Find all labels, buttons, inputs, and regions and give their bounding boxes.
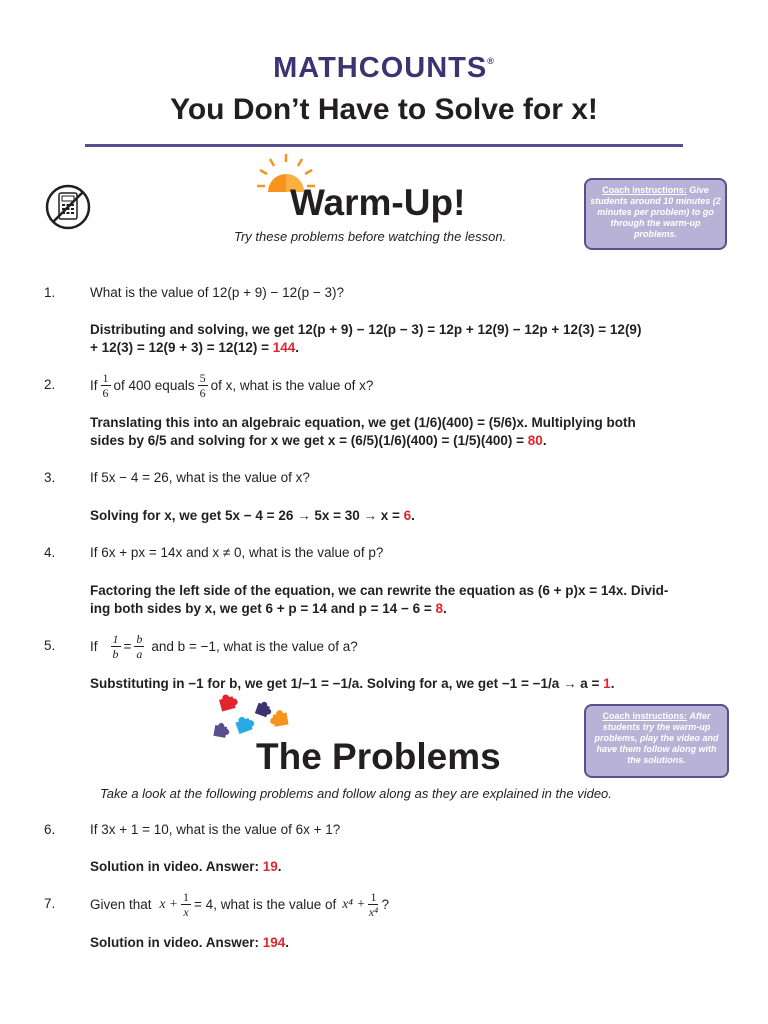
problem-solution: Distributing and solving, we get 12(p + 9) − 12(p − 3) = 12p + 12(9) − 12p + 12(3) = 12(9) + 12(3) = 12(9 + 3) = 12(12) = 144. [90, 322, 642, 355]
problem-number: 6. [44, 822, 56, 837]
fraction: $\frac{1}{\text{x⁴}}$ [368, 889, 379, 919]
answer-value: 6 [403, 508, 412, 523]
problem-question: If 5x − 4 = 26, what is the value of x? [90, 470, 310, 485]
warmup-subtitle: Try these problems before watching the lesson. [234, 229, 507, 244]
problem-question: If $\frac{1}{6}$ of 400 equals $\frac{5}{6}$ of x, what is the value of x? [90, 370, 374, 400]
problem-question: If 6x + px = 14x and x ≠ 0, what is the value of p? [90, 545, 384, 560]
fraction: $\frac{1}{b}$ [112, 631, 119, 661]
problem-number: 3. [44, 470, 56, 485]
problems-heading: The Problems [256, 736, 501, 777]
problem-solution: Solving for x, we get 5x − 4 = 26 → 5x = 30 → x = 6. [90, 508, 415, 523]
fraction: $\frac{5}{6}$ [199, 370, 206, 400]
problem-number: 2. [44, 377, 56, 392]
coach-instructions-warmup: Coach instructions: Give students around 10 minutes (2 minutes per problem) to go through the warm-up problems. [584, 178, 727, 250]
fraction: $\frac{1}{x}$ [183, 889, 190, 919]
problem-question: If $\frac{1}{b}$ = $\frac{b}{a}$ and b = −1, what is the value of a? [90, 631, 358, 661]
mathcounts-logo: MATHCOUNTS® [273, 52, 495, 84]
problem-solution: Solution in video. Answer: 194. [90, 935, 290, 950]
problem-solution: Factoring the left side of the equation, we can rewrite the equation as (6 + p)x = 14x. Divid- ing both sides by x, we get 6 + p = 14 and p = 14 − 6 = 8. [90, 583, 669, 616]
answer-value: 1 [603, 676, 611, 691]
problem-number: 1. [44, 285, 56, 300]
title-divider [85, 144, 683, 147]
coach-instructions-problems: Coach instructions: After students try the warm-up problems, play the video and have them follow along with the solutions. [584, 704, 729, 778]
problem-number: 5. [44, 638, 56, 653]
warmup-heading: Warm-Up! [290, 182, 466, 223]
answer-value: 194 [262, 935, 286, 950]
problem-number: 7. [44, 896, 56, 911]
problems-subtitle: Take a look at the following problems and follow along as they are explained in the video. [100, 786, 612, 801]
problem-solution: Substituting in −1 for b, we get 1/−1 = −1/a. Solving for a, we get −1 = −1/a → a = 1. [90, 676, 615, 691]
problem-number: 4. [44, 545, 56, 560]
fraction: $\frac{1}{6}$ [102, 370, 109, 400]
problem-question: If 3x + 1 = 10, what is the value of 6x + 1? [90, 822, 341, 837]
answer-value: 80 [527, 433, 543, 448]
problem-solution: Solution in video. Answer: 19. [90, 859, 282, 874]
page-title: You Don’t Have to Solve for x! [170, 93, 598, 126]
answer-value: 144 [272, 340, 296, 355]
answer-value: 8 [435, 601, 444, 616]
answer-value: 19 [262, 859, 278, 874]
problem-solution: Translating this into an algebraic equation, we get (1/6)(400) = (5/6)x. Multiplying both sides by 6/5 and solving for x we get x = (6/5)(1/6)(400) = (1/5)(400) = 80. [90, 415, 636, 448]
fraction: $\frac{b}{a}$ [136, 631, 143, 661]
problem-question: Given that x + $\frac{1}{x}$ = 4 , what is the value of x⁴ + $\frac{1}{\text{x⁴}}$ ? [90, 889, 389, 919]
no-calculator-icon [44, 183, 92, 231]
problem-question: What is the value of 12(p + 9) − 12(p − 3)? [90, 285, 345, 300]
